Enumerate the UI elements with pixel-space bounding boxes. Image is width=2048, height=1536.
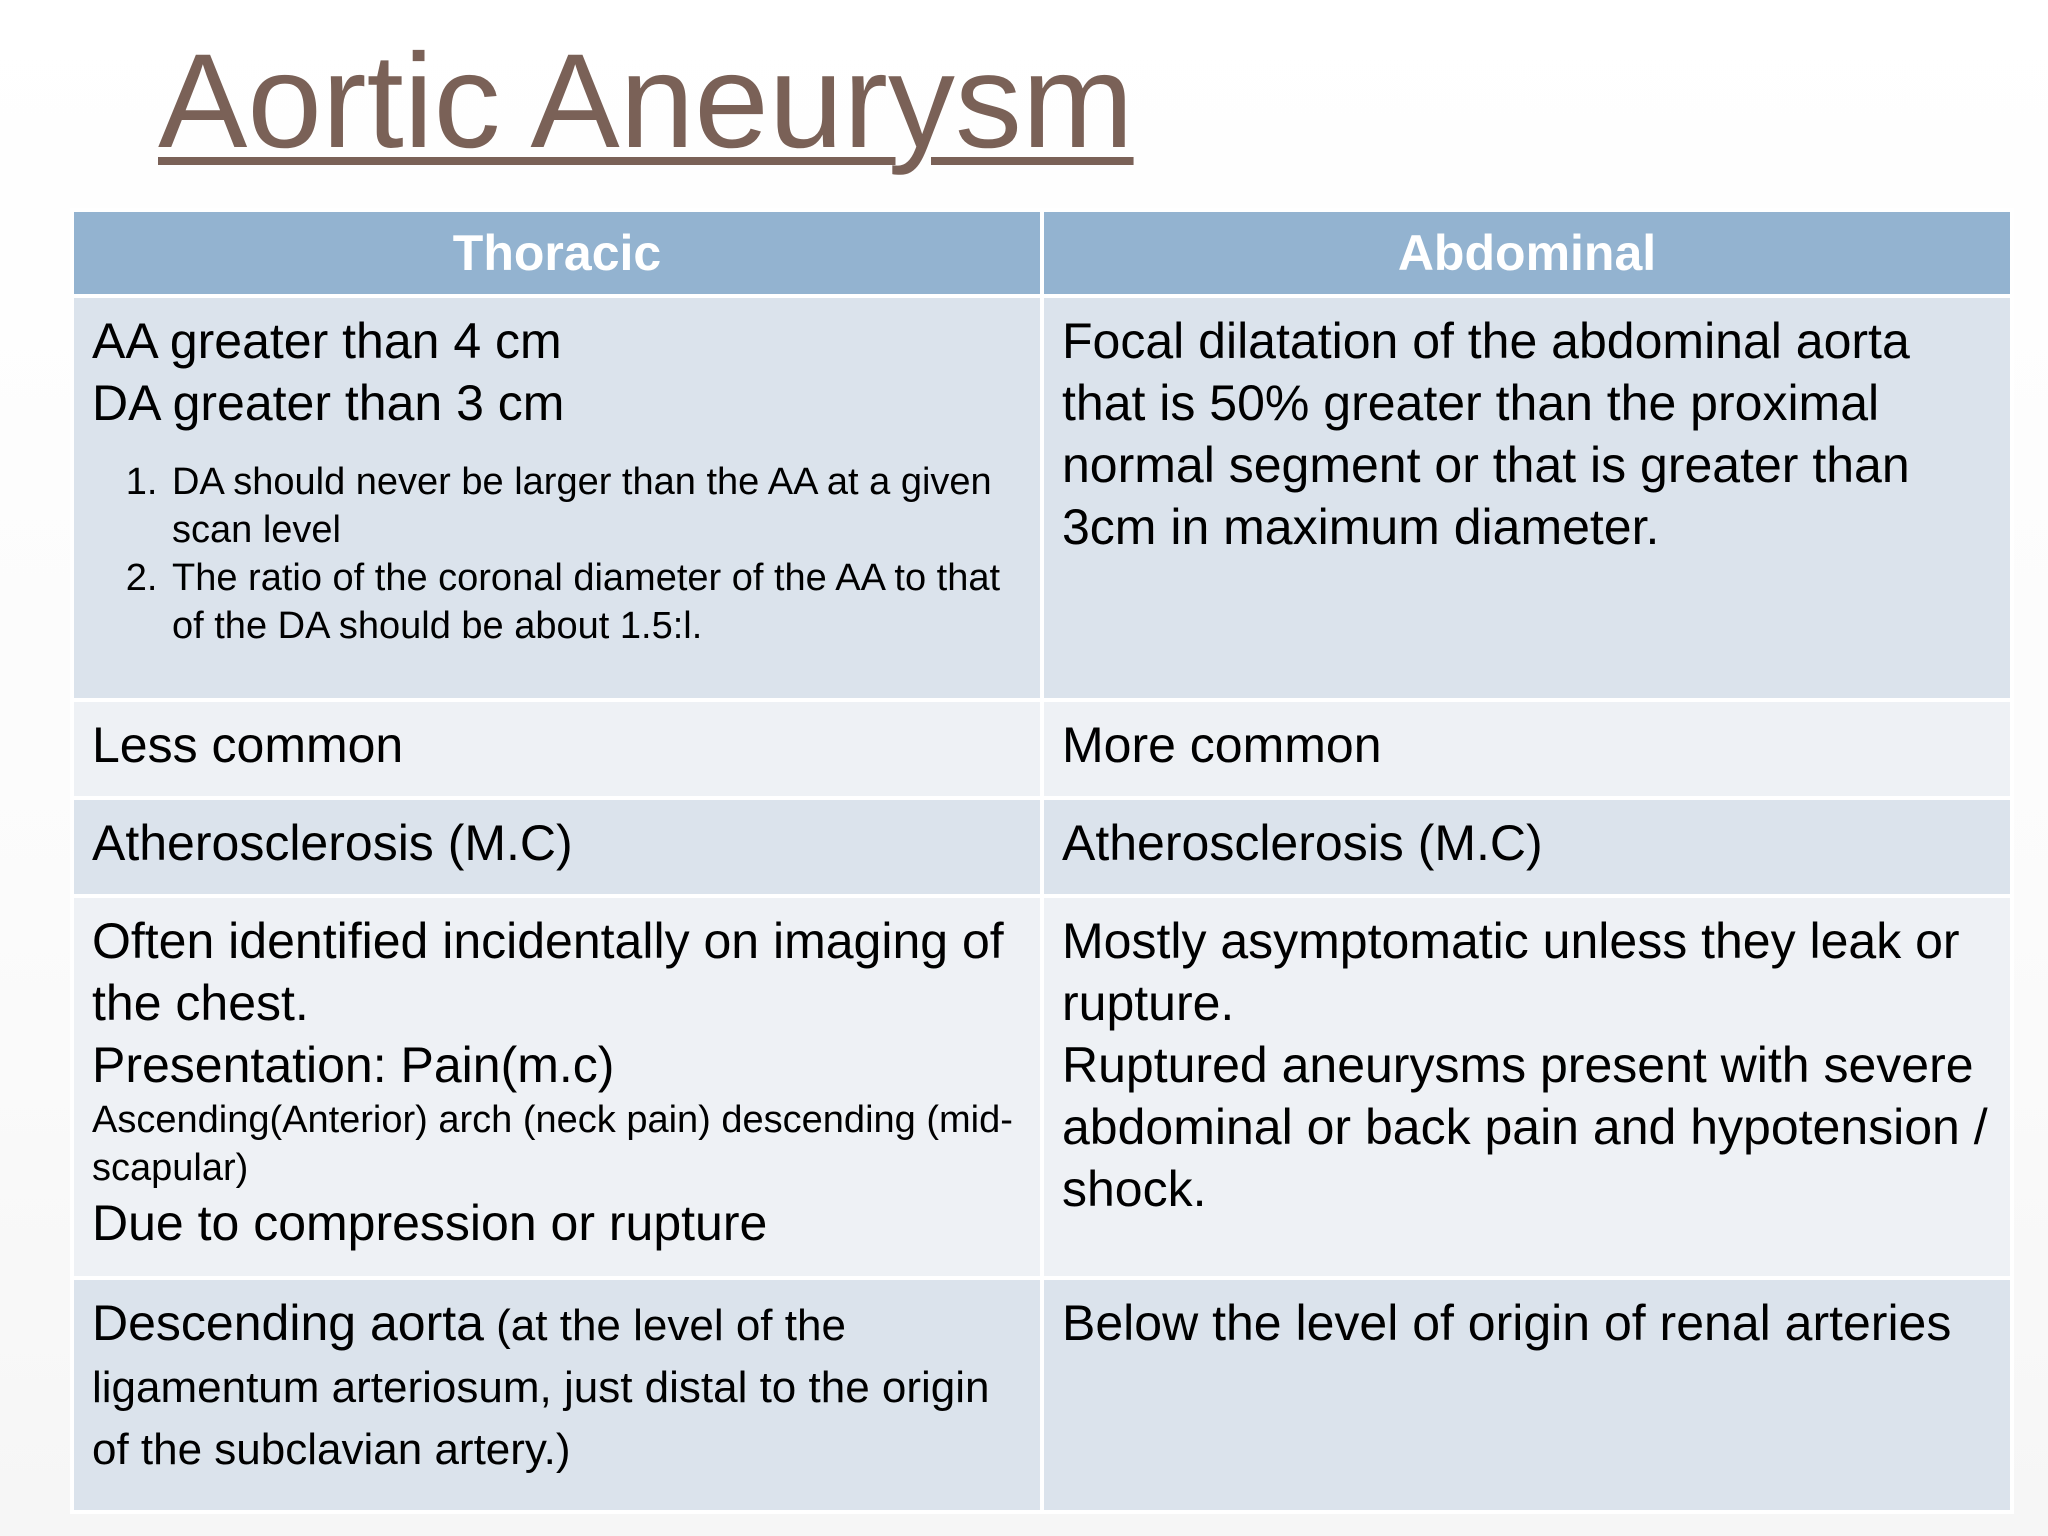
header-abdominal: Abdominal — [1042, 210, 2012, 296]
thoracic-location-lead: Descending aorta — [92, 1295, 484, 1351]
list-item: 1. DA should never be larger than the AA at a given scan level — [168, 458, 1022, 554]
header-thoracic: Thoracic — [72, 210, 1042, 296]
thoracic-da-threshold: DA greater than 3 cm — [92, 375, 565, 431]
thoracic-presentation: Presentation: Pain(m.c) — [92, 1037, 615, 1093]
comparison-table — [70, 208, 2014, 1514]
cell-thoracic-presentation — [72, 896, 1042, 1278]
cell-thoracic-frequency: Less common — [72, 700, 1042, 798]
thoracic-aa-threshold: AA greater than 4 cm — [92, 313, 562, 369]
table-row-frequency — [72, 700, 2012, 798]
abdominal-ruptured: Ruptured aneurysms present with severe abdominal or back pain and hypotension / shock. — [1062, 1037, 1988, 1217]
slide-title: Aortic Aneurysm — [158, 27, 1134, 176]
table-row-presentation — [72, 896, 2012, 1278]
cell-abdominal-cause: Atherosclerosis (M.C) — [1042, 798, 2012, 896]
thoracic-incidental: Often identified incidentally on imaging of the chest. — [92, 913, 1004, 1031]
cell-abdominal-frequency: More common — [1042, 700, 2012, 798]
table-row-size-criteria — [72, 296, 2012, 700]
list-item: 2. The ratio of the coronal diameter of the AA to that of the DA should be about 1.5:l. — [168, 554, 1022, 650]
thoracic-pain-location: Ascending(Anterior) arch (neck pain) descending (mid-scapular) — [92, 1099, 1013, 1189]
cell-thoracic-size — [72, 296, 1042, 700]
thoracic-pain-cause: Due to compression or rupture — [92, 1195, 768, 1251]
table-row-cause — [72, 798, 2012, 896]
thoracic-criteria-list — [92, 458, 1022, 650]
cell-abdominal-presentation — [1042, 896, 2012, 1278]
abdominal-asymptomatic: Mostly asymptomatic unless they leak or rupture. — [1062, 913, 1960, 1031]
cell-abdominal-size — [1042, 296, 2012, 700]
cell-thoracic-location — [72, 1278, 1042, 1512]
thoracic-location-detail: (at the level of the ligamentum arteriosum, just distal to the origin of the subclavian artery.) — [92, 1301, 990, 1474]
header-row — [72, 210, 2012, 296]
cell-abdominal-location: Below the level of origin of renal arteries — [1042, 1278, 2012, 1512]
abdominal-definition: Focal dilatation of the abdominal aorta that is 50% greater than the proximal normal segment or that is greater than 3cm in maximum diameter. — [1062, 313, 1910, 555]
table-row-location — [72, 1278, 2012, 1512]
cell-thoracic-cause: Atherosclerosis (M.C) — [72, 798, 1042, 896]
